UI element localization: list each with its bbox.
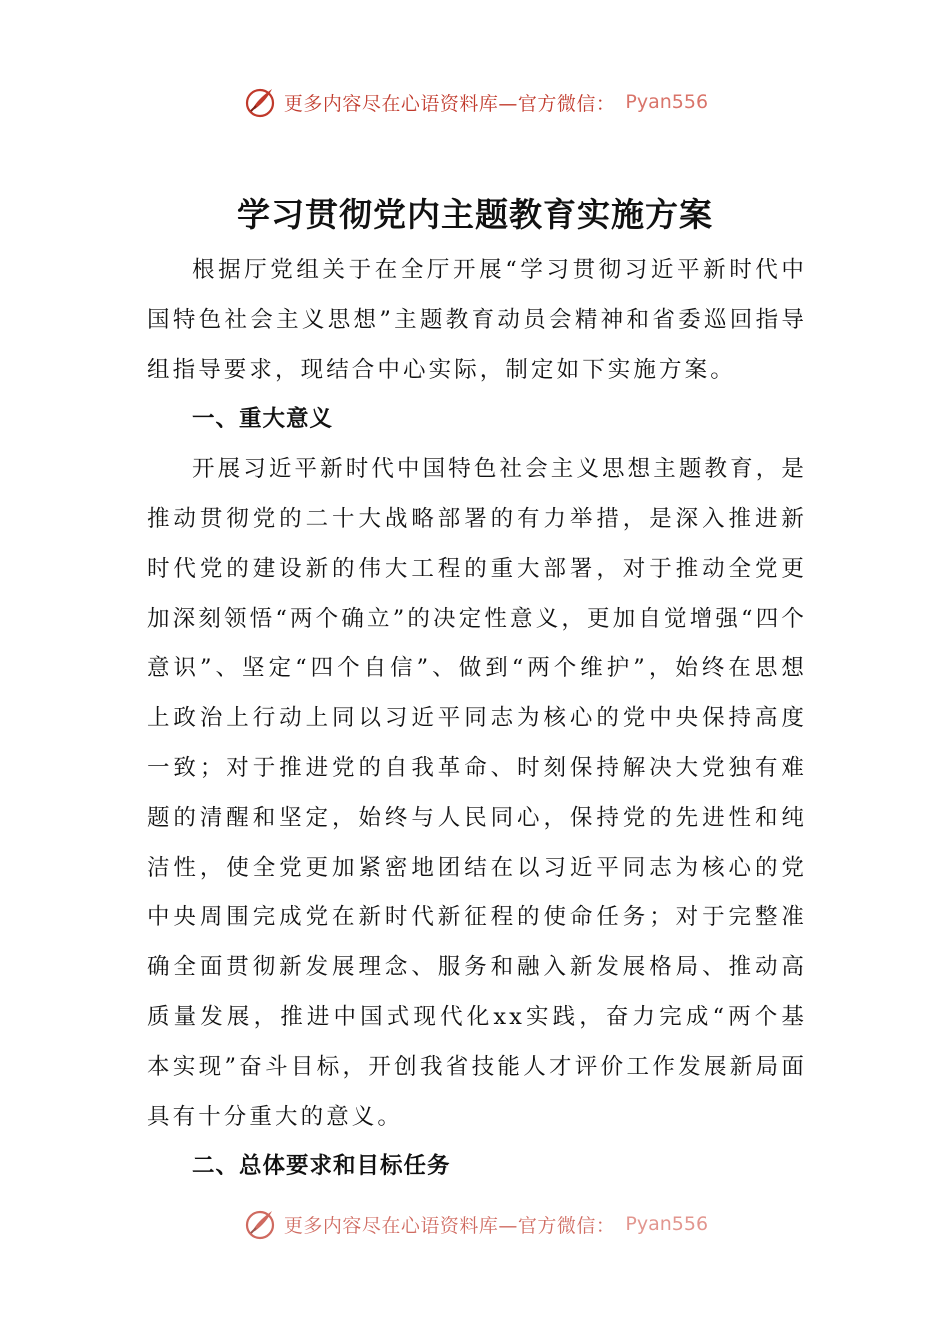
quill-logo-icon bbox=[242, 84, 278, 120]
intro-paragraph: 根据厅党组关于在全厅开展“学习贯彻习近平新时代中国特色社会主义思想”主题教育动员会精神和省委巡回指导组指导要求，现结合中心实际，制定如下实施方案。 bbox=[147, 257, 807, 383]
section-1-paragraph: 开展习近平新时代中国特色社会主义思想主题教育，是推动贯彻党的二十大战略部署的有力举措，是深入推进新时代党的建设新的伟大工程的重大部署，对于推动全党更加深刻领悟“两个确立”的决定性意义，更加自觉增强“四个意识”、坚定“四个自信”、做到“两个维护”，始终在思想上政治上行动上同以习近平同志为核心的党中央保持高度一致；对于推进党的自我革命、时刻保持解决大党独有难题的清醒和坚定，始终与人民同心，保持党的先进性和纯洁性，使全党更加紧密地团结在以习近平同志为核心的党中央周围完成党在新时代新征程的使命任务；对于完整准确全面贯彻新发展理念、服务和融入新发展格局、推动高质量发展，推进中国式现代化xx实践，奋力完成“两个基本实现”奋斗目标，开创我省技能人才评价工作发展新局面具有十分重大的意义。 bbox=[147, 456, 807, 1130]
section-2-heading: 二、总体要求和目标任务 bbox=[192, 1153, 451, 1180]
watermark-text: 更多内容尽在心语资料库—官方微信： bbox=[283, 1214, 616, 1237]
document-body bbox=[147, 246, 807, 1192]
section-1-heading: 一、重大意义 bbox=[192, 406, 334, 433]
watermark-id: Pyan556 bbox=[625, 91, 709, 113]
watermark-id: Pyan556 bbox=[625, 1213, 709, 1235]
document-title: 学习贯彻党内主题教育实施方案 bbox=[237, 195, 713, 234]
header-watermark bbox=[0, 84, 950, 120]
watermark-text: 更多内容尽在心语资料库—官方微信： bbox=[283, 92, 616, 115]
quill-logo-icon bbox=[242, 1206, 278, 1242]
footer-watermark bbox=[0, 1206, 950, 1242]
